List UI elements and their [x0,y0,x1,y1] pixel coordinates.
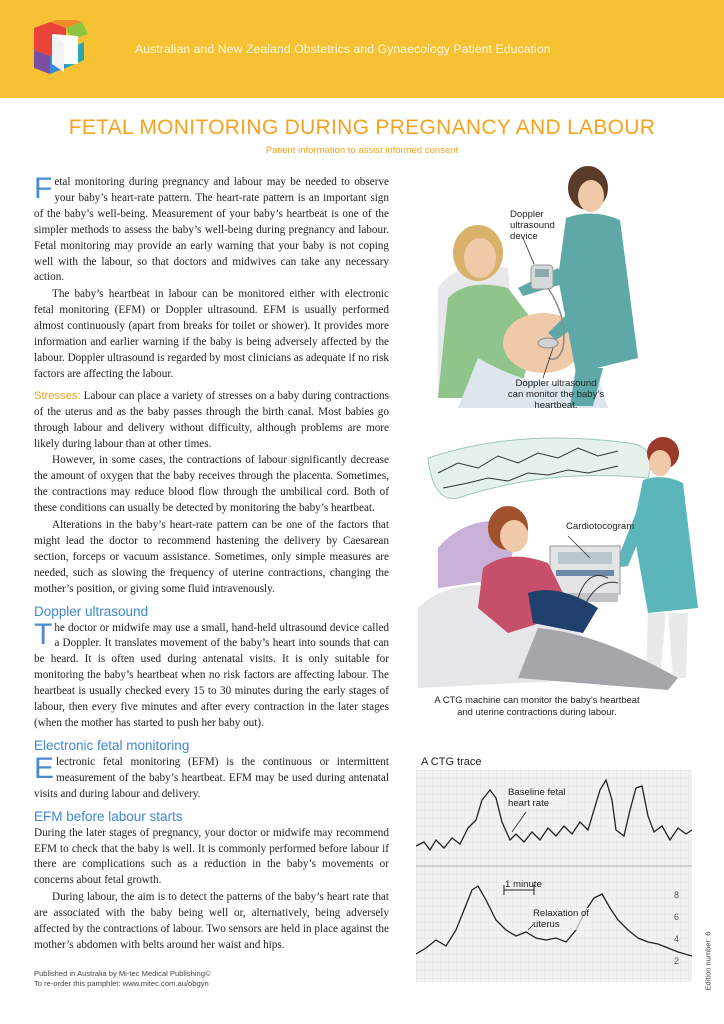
page-title: FETAL MONITORING DURING PREGNANCY AND LABOUR [68,116,656,139]
reorder-line: To re-order this pamphlet: www.mitec.com.au/obgyn [34,979,209,988]
baseline-fhr-label: Baseline fetal heart rate [508,787,566,809]
footer [34,969,211,989]
cardiotocogram-label: Cardiotocogram [566,521,635,532]
doppler-device-label: Doppler ultrasound device [510,209,555,242]
doppler-paragraph: The doctor or midwife may use a small, hand-held ultrasound device called a Doppler. It translates movement of the baby’s heart into sounds that can be heard. It is often used during antenatal visits. It is only suitable for monitoring the baby’s heartbeat when no risk factors are affecting labour. The heartbeat is usually checked every 15 to 30 minutes during the early stages of labour, then every five minutes and after every contraction in the later stages (when the mother has started to push her baby out). [34,617,389,729]
edition-number: Edition number: 6 [703,931,713,991]
trace-title: A CTG trace [421,756,482,768]
trace-scale-label: 6 [674,912,680,922]
efm-paragraph: Electronic fetal monitoring (EFM) is the continuous or intermittent measurement of the baby’s heartbeat. EFM may be used during antenatal visits and during labour and delivery. [34,751,389,800]
one-minute-label: 1 minute [505,879,542,890]
trace-scale-label: 4 [674,934,680,944]
drop-cap: E [34,751,55,785]
publisher-line: Published in Australia by Mi-tec Medical Publishing© [34,969,211,978]
stresses-paragraph: Stresses: Labour can place a variety of stresses on a baby during contractions of the uterus and as the baby passes through the birth canal. Most babies go through labour and delivery without difficulty, although problems are more likely during labour than at other times. [34,389,389,450]
intro-paragraph: Fetal monitoring during pregnancy and labour may be needed to observe your baby’s heart-rate pattern. The heart-rate pattern is an important sign of the baby’s well-being. Measurement of your baby’s heartbeat is one of the simpler methods to assess the baby’s well-being during pregnancy and labour. Fetal monitoring may provide an early warning that your baby is not coping well with the labour, so that doctors and midwives can take any necessary action. [34,172,389,284]
heart-rate-alterations-paragraph: Alterations in the baby’s heart-rate pattern can be one of the factors that might lead the doctor to recommend hastening the delivery by Caesarean section, forceps or vacuum assistance. Sometimes, only simple measures are needed, such as slowing the frequency of uterine contractions, changing the mother’s position, or giving some fluid intravenously. [34,519,389,595]
header-banner [0,0,724,98]
ctg-illustration [398,418,716,690]
doppler-caption: Doppler ultrasound can monitor the baby’s heartbeat. [507,378,605,411]
monitoring-methods-paragraph: The baby’s heartbeat in labour can be monitored either with electronic fetal monitoring (EFM) or Doppler ultrasound. EFM is usually performed almost continuously (apart from breaks for toilet or shower). It provides more information and earlier warning if the baby is being adversely affected by the labour. Doppler ultrasound is regarded by most clinicians as adequate if no risk factors are affecting the labour. [34,288,389,380]
doppler-heading: Doppler ultrasound [34,603,149,619]
organization-name: Australian and New Zealand Obstetrics and Gynaecology Patient Education [135,42,551,56]
doppler-illustration [398,158,698,408]
efm-before-labour-heading: EFM before labour starts [34,808,183,824]
ctg-caption: A CTG machine can monitor the baby’s heartbeat and uterine contractions during labour. [434,694,640,717]
page-subtitle: Patient information to assist informed consent [265,145,459,156]
efm-during-labour-paragraph: During labour, the aim is to detect the patterns of the baby’s heart rate that are associated with the baby being well or, alternatively, being adversely affected by the contractions of labour. Two sensors are held in place against the mother’s abdomen with belts around her waist and hips. [34,891,389,951]
stresses-lead: Stresses: [34,389,81,402]
colorful-box-logo-icon [30,20,92,78]
relaxation-label: Relaxation of uterus [533,908,589,930]
trace-scale-label: 2 [674,956,680,966]
efm-heading: Electronic fetal monitoring [34,737,190,753]
trace-scale-label: 8 [674,890,680,900]
oxygen-paragraph: However, in some cases, the contractions of labour significantly decrease the amount of oxygen that the baby receives through the placenta. Sometimes, the contractions may reduce blood flow through the umbilical cord. Both of these conditions can usually be detected by monitoring the baby’s heartbeat. [34,454,389,515]
drop-cap: T [34,617,53,651]
efm-before-labour-paragraph: During the later stages of pregnancy, your doctor or midwife may recommend EFM to check that the baby is well. It is commonly performed before labour if there are complications such as a reduction in the baby’s movements or concerns about fetal growth. [34,826,389,887]
drop-cap: F [34,172,53,205]
main-text-column [34,172,389,955]
